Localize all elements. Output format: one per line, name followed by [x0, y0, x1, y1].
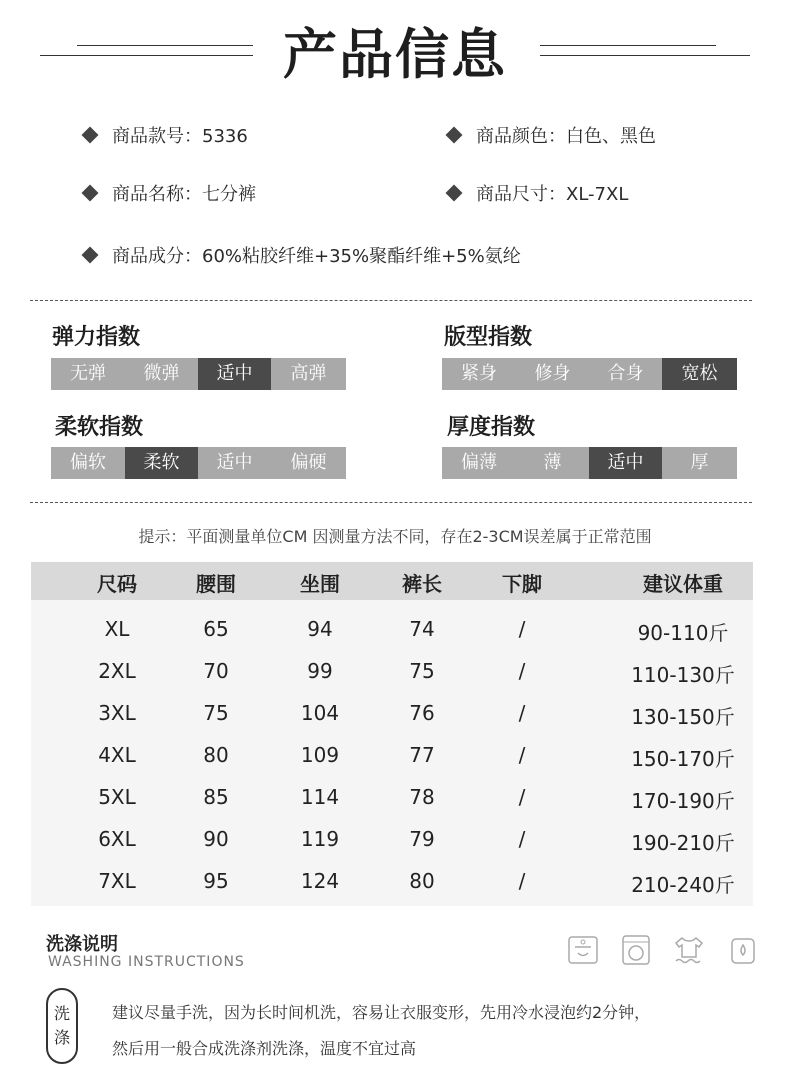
info-composition-text: 商品成分：60%粘胶纤维+35%聚酯纤维+5%氨纶	[112, 246, 521, 267]
elasticity-title: 弹力指数	[52, 325, 141, 350]
table-cell: 2XL	[98, 659, 136, 683]
washing-badge	[46, 988, 78, 1064]
table-cell: 124	[300, 869, 340, 893]
info-color-text: 商品颜色：白色、黑色	[476, 126, 656, 147]
table-cell: 99	[307, 659, 333, 683]
table-cell: 114	[300, 785, 340, 809]
table-cell: 85	[203, 785, 229, 809]
diamond-bullet-icon	[82, 185, 99, 202]
table-cell: 7XL	[98, 869, 136, 893]
info-name	[80, 180, 256, 206]
table-cell: /	[518, 785, 526, 809]
table-cell: 210-240斤	[631, 873, 735, 897]
scale-option-elasticity-0: 无弹	[51, 358, 125, 390]
washing-text-line2: 然后用一般合成洗涤剂洗涤，温度不宜过高	[112, 1039, 417, 1058]
elasticity-scale	[51, 358, 346, 390]
table-cell: 75	[409, 659, 435, 683]
table-row	[31, 701, 753, 731]
table-cell: 75	[203, 701, 229, 725]
table-cell: 94	[307, 617, 333, 641]
table-cell: /	[518, 743, 526, 767]
size-table-header-cell: 裤长	[402, 572, 442, 596]
table-row	[31, 869, 753, 899]
info-style-no-text: 商品款号：5336	[112, 126, 248, 147]
scale-option-thickness-0: 偏薄	[442, 447, 516, 479]
table-cell: 77	[409, 743, 435, 767]
table-cell: 110-130斤	[631, 663, 735, 687]
scale-option-fit-1: 修身	[516, 358, 589, 390]
table-cell: 80	[409, 869, 435, 893]
diamond-bullet-icon	[446, 185, 463, 202]
drop-bucket-icon	[726, 933, 760, 967]
table-cell: 109	[300, 743, 340, 767]
table-cell: 3XL	[98, 701, 136, 725]
scale-option-thickness-3: 厚	[662, 447, 737, 479]
table-cell: 76	[409, 701, 435, 725]
table-cell: 90	[203, 827, 229, 851]
table-cell: /	[518, 617, 526, 641]
size-table-header-cell: 下脚	[502, 572, 542, 596]
size-table-header-cell: 腰围	[196, 572, 236, 596]
table-cell: 130-150斤	[631, 705, 735, 729]
title-rule-right-top	[540, 45, 716, 46]
table-cell: 95	[203, 869, 229, 893]
info-style-no	[80, 122, 248, 148]
thickness-scale	[442, 447, 737, 479]
table-cell: 90-110斤	[637, 621, 729, 645]
table-cell: 79	[409, 827, 435, 851]
table-cell: 190-210斤	[631, 831, 735, 855]
table-cell: 5XL	[98, 785, 136, 809]
softness-title: 柔软指数	[55, 415, 144, 440]
table-cell: 170-190斤	[631, 789, 735, 813]
washing-title: 洗涤说明	[46, 934, 118, 955]
table-cell: /	[518, 701, 526, 725]
scale-option-elasticity-1: 微弹	[125, 358, 198, 390]
fit-title: 版型指数	[444, 325, 533, 350]
info-size	[444, 180, 628, 206]
table-cell: 119	[300, 827, 340, 851]
scale-option-softness-0: 偏软	[51, 447, 125, 479]
scale-option-elasticity-3: 高弹	[271, 358, 346, 390]
hand-wash-icon	[566, 933, 600, 967]
table-row	[31, 659, 753, 689]
info-color	[444, 122, 656, 148]
washing-badge-top: 洗	[53, 1004, 70, 1023]
scale-option-fit-0: 紧身	[442, 358, 516, 390]
table-cell: 80	[203, 743, 229, 767]
thickness-title: 厚度指数	[447, 415, 536, 440]
scale-option-softness-2: 适中	[198, 447, 271, 479]
washing-machine-icon	[619, 933, 653, 967]
table-row	[31, 785, 753, 815]
table-cell: 150-170斤	[631, 747, 735, 771]
softness-scale	[51, 447, 346, 479]
diamond-bullet-icon	[82, 127, 99, 144]
table-row	[31, 827, 753, 857]
size-table-header-cell: 坐围	[300, 572, 340, 596]
table-cell: /	[518, 869, 526, 893]
table-cell: 70	[203, 659, 229, 683]
table-row	[31, 743, 753, 773]
title-rule-right-bottom	[540, 55, 750, 56]
table-cell: /	[518, 827, 526, 851]
fit-scale	[442, 358, 737, 390]
table-cell: /	[518, 659, 526, 683]
diamond-bullet-icon	[82, 247, 99, 264]
washing-badge-bottom: 涤	[53, 1028, 70, 1047]
size-table-header-cell: 建议体重	[643, 572, 723, 596]
info-name-text: 商品名称：七分裤	[112, 184, 256, 205]
table-cell: 65	[203, 617, 229, 641]
page-title: 产品信息	[283, 23, 507, 86]
scale-option-thickness-2: 适中	[589, 447, 662, 479]
scale-option-thickness-1: 薄	[516, 447, 589, 479]
table-cell: XL	[104, 617, 130, 641]
table-cell: 78	[409, 785, 435, 809]
scale-option-fit-2: 合身	[589, 358, 662, 390]
info-size-text: 商品尺寸：XL-7XL	[476, 184, 629, 205]
table-cell: 6XL	[98, 827, 136, 851]
table-cell: 104	[300, 701, 340, 725]
shirt-wash-icon	[672, 933, 706, 967]
table-cell: 74	[409, 617, 435, 641]
divider-top	[30, 300, 752, 301]
measurement-hint: 提示：平面测量单位CM 因测量方法不同，存在2-3CM误差属于正常范围	[138, 527, 652, 546]
scale-option-fit-3: 宽松	[662, 358, 737, 390]
table-cell: 4XL	[98, 743, 136, 767]
divider-bottom	[30, 502, 752, 503]
washing-text-line1: 建议尽量手洗，因为长时间机洗，容易让衣服变形，先用冷水浸泡约2分钟，	[112, 1003, 651, 1022]
size-table-header	[31, 562, 753, 600]
scale-option-softness-3: 偏硬	[271, 447, 346, 479]
scale-option-softness-1: 柔软	[125, 447, 198, 479]
diamond-bullet-icon	[446, 127, 463, 144]
size-table-header-cell: 尺码	[97, 572, 137, 596]
table-row	[31, 617, 753, 647]
washing-subtitle: WASHING INSTRUCTIONS	[48, 954, 245, 970]
info-composition	[80, 242, 521, 268]
scale-option-elasticity-2: 适中	[198, 358, 271, 390]
size-table-body	[31, 600, 753, 906]
